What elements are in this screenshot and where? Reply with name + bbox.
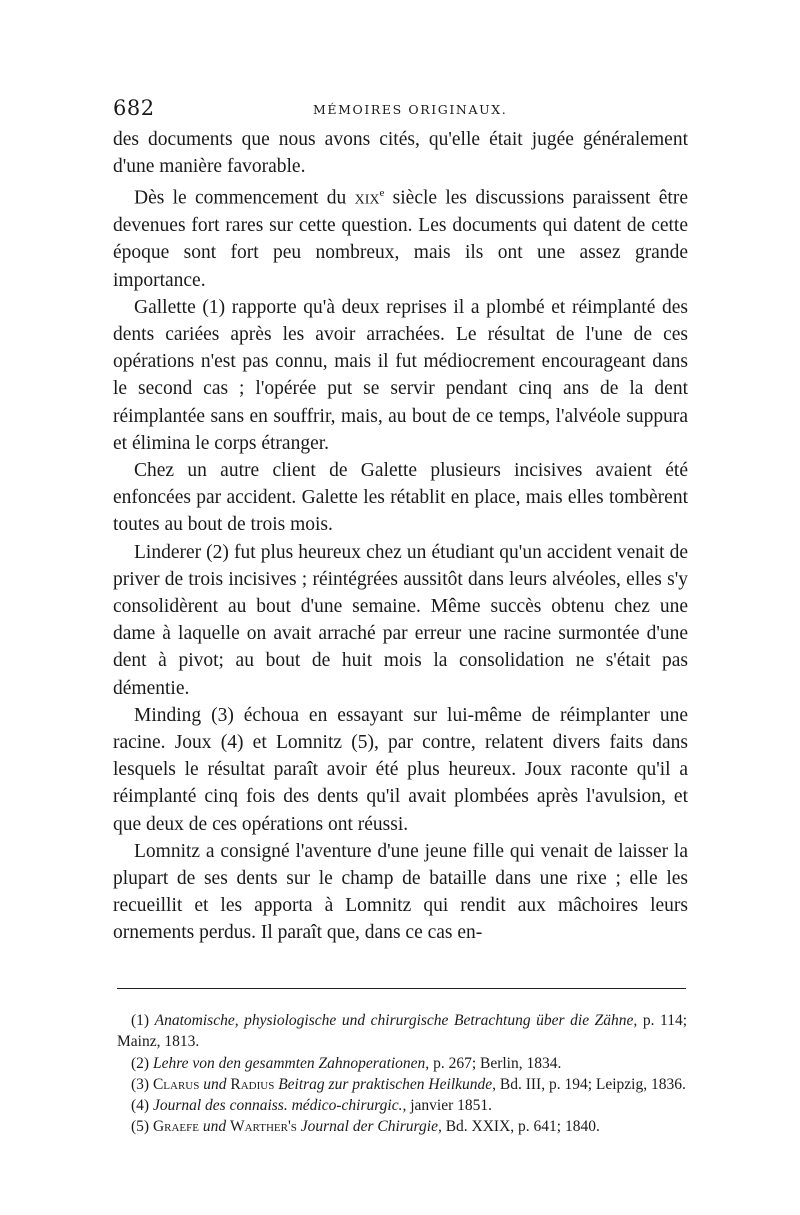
running-title: MÉMOIRES ORIGINAUX. [313, 102, 508, 117]
footnote-3 [117, 1074, 687, 1095]
footnote-title: Journal der Chirurgie, [296, 1118, 442, 1136]
paragraph-2-text-start: Dès le commencement du [134, 187, 355, 209]
footnote-5 [117, 1116, 687, 1137]
footnote-citation: Bd. XXIX, p. 641; 1840. [441, 1118, 600, 1136]
running-head [113, 96, 688, 126]
century-numeral: xix [354, 187, 380, 209]
footnote-number: (5) [131, 1118, 150, 1136]
paragraph-5: Linderer (2) fut plus heureux chez un étudiant qu'un accident venait de priver de trois incisives ; réintégrées aussitôt dans leurs alvéoles, elles s'y consolidèrent au bout d'une semaine. Même succès obtenu chez une dame à laquelle on avait arraché par erreur une racine surmontée d'une dent à pivot; au bout de huit mois la consolidation ne s'était pas démentie. [113, 541, 688, 699]
footnote-number: (1) [131, 1012, 150, 1029]
footnote-author: Radius [230, 1075, 275, 1093]
footnotes [117, 1010, 687, 1138]
footnote-2 [117, 1053, 687, 1074]
footnote-number: (2) [131, 1054, 150, 1072]
footnote-1 [117, 1010, 687, 1053]
footnote-author: Graefe [152, 1118, 199, 1136]
footnote-citation: janvier 1851. [406, 1097, 493, 1115]
footnote-4 [117, 1095, 687, 1116]
paragraph-3: Gallette (1) rapporte qu'à deux reprises il a plombé et réimplanté des dents cariées après les avoir arrachées. Le résultat de l'une de ces opérations n'est pas connu, mais il fut médiocrement encourageant dans le second cas ; l'opérée put se servir pendant cinq ans de la dent réimplantée sans en souffrir, mais, au bout de ce temps, l'alvéole suppura et élimina le corps étranger. [113, 296, 688, 454]
footnote-conjunction: und [198, 1118, 230, 1136]
footnote-title: Beitrag zur praktischen Heilkunde, [274, 1075, 497, 1093]
footnote-number: (3) [131, 1075, 150, 1093]
footnote-title: Lehre von den gesammten Zahnoperationen, [152, 1054, 430, 1072]
footnote-number: (4) [131, 1097, 150, 1115]
footnote-conjunction: und [199, 1075, 231, 1093]
footnote-author: Warther's [229, 1118, 297, 1136]
footnote-citation: p. 114; Mainz, 1813. [117, 1012, 687, 1051]
footnote-title: Journal des connaiss. médico-chirurgic., [152, 1097, 407, 1115]
footnote-citation: p. 267; Berlin, 1834. [429, 1054, 562, 1072]
paragraph-1: des documents que nous avons cités, qu'elle était jugée généralement d'une manière favorable. [113, 129, 688, 178]
paragraph-4: Chez un autre client de Galette plusieurs incisives avaient été enfoncées par accident. Galette les rétablit en place, mais elles tombèrent toutes au bout de trois mois. [113, 459, 688, 536]
footnote-rule [117, 988, 686, 989]
century-superscript: e [379, 187, 385, 200]
paragraph-2-text-end: siècle les discussions paraissent être devenues fort rares sur cette question. Les documents qui datent de cette époque sont fort peu nombreux, mais ils ont une assez grande importance. [113, 187, 688, 291]
footnote-author: Clarus [152, 1075, 200, 1093]
paragraph-2 [113, 180, 688, 293]
footnote-citation: Bd. III, p. 194; Leipzig, 1836. [496, 1075, 686, 1093]
page-number: 682 [113, 96, 155, 120]
paragraph-7: Lomnitz a consigné l'aventure d'une jeune fille qui venait de laisser la plupart de ses dents sur le champ de bataille dans une rixe ; elle les recueillit et les apporta à Lomnitz qui rendit aux mâchoires leurs ornements perdus. Il paraît que, dans ce cas en- [113, 840, 688, 944]
body-text [113, 126, 688, 947]
footnote-title: Anatomische, physiologische und chirurgische Betrachtung über die Zähne, [154, 1012, 638, 1029]
paragraph-6: Minding (3) échoua en essayant sur lui-même de réimplanter une racine. Joux (4) et Lomnitz (5), par contre, relatent divers faits dans lesquels le résultat paraît avoir été plus heureux. Joux raconte qu'il a réimplanté cinq fois des dents qu'il avait plombées après l'avulsion, et que deux de ces opérations ont réussi. [113, 704, 688, 835]
